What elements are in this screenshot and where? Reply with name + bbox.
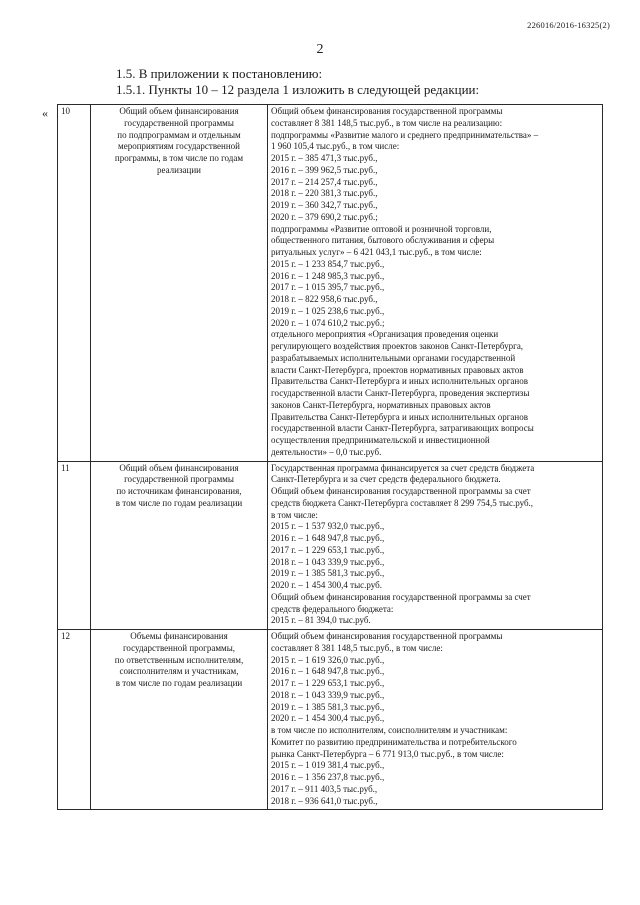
content-line: 2019 г. – 1 385 581,3 тыс.руб.,: [271, 568, 385, 579]
label-line: по подпрограммам и отдельным: [117, 129, 241, 140]
content-line: в том числе по исполнителям, соисполнителям и участникам:: [271, 725, 508, 735]
content-line: 2015 г. – 1 537 932,0 тыс.руб.,: [271, 521, 385, 532]
label-line: реализации: [157, 164, 201, 175]
label-line: Общий объем финансирования: [119, 462, 239, 473]
page-number: 2: [316, 42, 324, 57]
label-line: государственной программы: [124, 474, 234, 485]
content-line: 2017 г. – 214 257,4 тыс.руб.,: [271, 176, 378, 187]
content-line: Санкт-Петербурга и за счет средств федерального бюджета.: [271, 474, 501, 485]
content-line: средств бюджета Санкт-Петербурга составляет 8 299 754,5 тыс.руб.,: [271, 497, 534, 508]
content-line: 2016 г. – 1 248 985,3 тыс.руб.,: [271, 270, 385, 281]
content-line: 2017 г. – 1 015 395,7 тыс.руб.,: [271, 282, 385, 293]
content-line: 2020 г. – 1 074 610,2 тыс.руб.;: [271, 317, 385, 328]
content-line: Общий объем финансирования государственной программы: [271, 631, 503, 641]
content-line: Общий объем финансирования государственной программы: [271, 106, 503, 116]
content-line: 1 960 105,4 тыс.руб., в том числе:: [271, 141, 400, 152]
content-line: 2019 г. – 1 385 581,3 тыс.руб.,: [271, 701, 385, 712]
content-line: 2015 г. – 81 394,0 тыс.руб.: [271, 615, 371, 626]
row-number: 11: [58, 461, 91, 630]
content-line: 2015 г. – 1 019 381,4 тыс.руб.,: [271, 760, 385, 771]
content-line: 2020 г. – 1 454 300,4 тыс.руб.: [271, 580, 382, 590]
content-line: 2016 г. – 1 648 947,8 тыс.руб.,: [271, 666, 385, 677]
content-line: подпрограммы «Развитие малого и среднего предпринимательства» –: [271, 129, 539, 140]
content-line: 2017 г. – 911 403,5 тыс.руб.,: [271, 783, 378, 794]
table-row: [58, 630, 603, 810]
content-line: Комитет по развитию предпринимательства и потребительского: [271, 736, 517, 747]
row-label-cell: [91, 461, 268, 630]
content-line: 2020 г. – 379 690,2 тыс.руб.;: [271, 211, 378, 222]
content-line: осуществления предпринимательской и инвестиционной: [271, 435, 490, 445]
content-line: 2016 г. – 399 962,5 тыс.руб.,: [271, 164, 378, 175]
content-line: 2016 г. – 1 648 947,8 тыс.руб.,: [271, 533, 385, 543]
content-line: Общий объем финансирования государственной программы за счет: [271, 486, 531, 496]
program-table: [57, 104, 603, 810]
content-line: средств федерального бюджета:: [271, 603, 394, 614]
content-line: 2018 г. – 822 958,6 тыс.руб.,: [271, 294, 378, 304]
subsection-heading: 1.5.1. Пункты 10 – 12 раздела 1 изложить в следующей редакции:: [116, 82, 480, 97]
opening-quote-mark: «: [42, 106, 48, 120]
content-line: государственной власти Санкт-Петербурга, проведения экспертизы: [271, 388, 530, 398]
row-content-cell: [268, 630, 603, 810]
content-line: ритуальных услуг» – 6 421 043,1 тыс.руб., в том числе:: [271, 247, 482, 257]
content-line: 2017 г. – 1 229 653,1 тыс.руб.,: [271, 678, 385, 688]
content-line: 2018 г. – 220 381,3 тыс.руб.,: [271, 188, 378, 199]
content-line: Правительства Санкт-Петербурга и иных исполнительных органов: [271, 411, 528, 422]
label-line: по ответственным исполнителям,: [114, 654, 244, 665]
content-line: власти Санкт-Петербурга, проектов нормативных правовых актов: [271, 364, 524, 375]
content-line: Общий объем финансирования государственной программы за счет: [271, 591, 531, 602]
label-line: Общий объем финансирования: [119, 106, 239, 116]
row-content-cell: [268, 105, 603, 462]
row-number: 10: [58, 105, 91, 462]
content-line: Правительства Санкт-Петербурга и иных исполнительных органов: [271, 376, 528, 387]
content-line: регулирующего воздействия проектов законов Санкт-Петербурга,: [271, 341, 524, 351]
table-row: [58, 461, 603, 630]
content-line: составляет 8 381 148,5 тыс.руб., в том числе на реализацию:: [271, 117, 503, 128]
content-line: государственной власти Санкт-Петербурга, затрагивающих вопросы: [271, 423, 534, 434]
content-line: 2018 г. – 936 641,0 тыс.руб.,: [271, 795, 378, 806]
section-heading: 1.5. В приложении к постановлению:: [116, 66, 323, 81]
content-line: 2017 г. – 1 229 653,1 тыс.руб.,: [271, 544, 385, 555]
label-line: Объемы финансирования: [130, 631, 228, 641]
label-line: соисполнителям и участникам,: [119, 666, 239, 677]
content-line: деятельности» – 0,0 тыс.руб.: [271, 446, 382, 457]
content-line: 2018 г. – 1 043 339,9 тыс.руб.,: [271, 556, 385, 567]
label-line: по источникам финансирования,: [116, 486, 242, 496]
label-line: в том числе по годам реализации: [115, 497, 243, 508]
content-line: 2015 г. – 1 233 854,7 тыс.руб.,: [271, 258, 385, 269]
label-line: государственной программы,: [122, 642, 236, 653]
content-line: в том числе:: [271, 509, 318, 520]
content-line: рынка Санкт-Петербурга – 6 771 913,0 тыс.руб., в том числе:: [271, 748, 504, 759]
row-number: 12: [58, 630, 91, 810]
table-row: [58, 105, 603, 462]
content-line: 2018 г. – 1 043 339,9 тыс.руб.,: [271, 689, 385, 700]
content-line: подпрограммы «Развитие оптовой и розничной торговли,: [271, 223, 492, 234]
label-line: государственной программы: [124, 117, 234, 128]
row-label-cell: [91, 630, 268, 810]
document-id: 226016/2016-16325(2): [527, 20, 610, 30]
content-line: 2015 г. – 385 471,3 тыс.руб.,: [271, 153, 378, 163]
content-line: 2020 г. – 1 454 300,4 тыс.руб.,: [271, 713, 385, 724]
content-line: составляет 8 381 148,5 тыс.руб., в том числе:: [271, 642, 443, 653]
content-line: 2019 г. – 360 342,7 тыс.руб.,: [271, 200, 378, 210]
row-label-cell: [91, 105, 268, 462]
content-line: 2019 г. – 1 025 238,6 тыс.руб.,: [271, 305, 385, 316]
content-line: 2015 г. – 1 619 326,0 тыс.руб.,: [271, 654, 385, 665]
content-line: 2016 г. – 1 356 237,8 тыс.руб.,: [271, 772, 385, 782]
label-line: в том числе по годам реализации: [115, 678, 243, 688]
row-content-cell: [268, 461, 603, 630]
content-line: Государственная программа финансируется за счет средств бюджета: [271, 462, 535, 473]
label-line: программы, в том числе по годам: [114, 153, 244, 163]
label-line: мероприятиям государственной: [118, 141, 240, 152]
content-line: отдельного мероприятия «Организация проведения оценки: [271, 329, 499, 340]
content-line: законов Санкт-Петербурга, нормативных правовых актов: [271, 399, 491, 410]
content-line: общественного питания, бытового обслуживания и сферы: [271, 235, 495, 246]
content-line: разрабатываемых исполнительными органами государственной: [271, 352, 516, 363]
